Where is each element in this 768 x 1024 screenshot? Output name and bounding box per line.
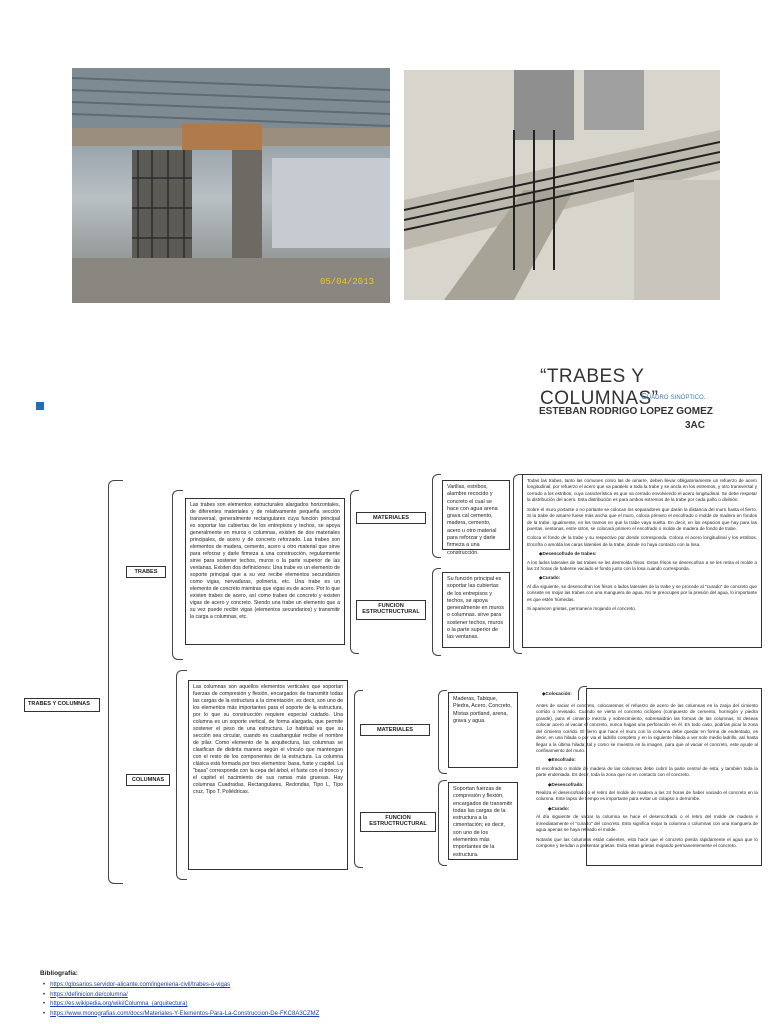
columnas-materiales-label: MATERIALES	[360, 724, 430, 736]
trabes-bullet-curado: ◆ Curado:	[539, 575, 757, 581]
bibliography-link[interactable]: • https://es.wikipedia.org/wiki/Columna_(arquitectura)	[52, 1000, 319, 1010]
columnas-sub-brace	[354, 690, 363, 868]
photo-rebar-beam	[404, 70, 720, 300]
bibliography-list	[52, 981, 319, 1019]
bibliography-link[interactable]: • https://glosarios.servidor-alicante.com/ingenieria-civil/trabes-o-vigas	[52, 981, 319, 991]
date-stamp: 05/04/2013	[319, 277, 374, 287]
trabes-label: TRABES	[126, 566, 166, 578]
document-subtitle: Cuadro sinóptico.	[641, 392, 706, 401]
columnas-funcion-brace	[438, 780, 447, 866]
trabes-bullet-desencofrado: ◆ Desencofrado de trabes:	[539, 551, 757, 557]
columnas-brace	[176, 670, 187, 880]
columnas-proceso-p3: Realiza el desencofrado o el retiro del molde de madera a las 24 horas de haber vaciado el concreto en la columna. Este lapso de tiempo es importante para evitar un colapso o derrumbe.	[536, 790, 758, 802]
trabes-proceso-p3: Coloca el fondo de la trabe y su respectivo por donde corresponda. Coloca el acero longitudinal y los estribos. Encofra o amolda las caras laterales de la trabe, donde no haya contacto con la losa.	[527, 535, 757, 547]
bibliography-title: Bibliografía:	[40, 970, 78, 977]
columnas-funcion-text: Soportan fuerzas de compresión y flexión, encargados de transmitir todas las cargas de la estructura a la cimentación; es decir, son uno de los elementos más importantes de la estructura.	[448, 782, 518, 860]
photo-steel-columns	[72, 68, 390, 303]
columnas-bullet-encofrado: ◆ Encofrado:	[548, 757, 758, 763]
columnas-definition: Las columnas son aquellos elementos verticales que soportan fuerzas de compresión y flexión, encargados de transmitir todas las cargas de la estructura a la cimentación; es decir, son uno de los elementos más importantes para el soporte de la estructura, por lo que su construcción requiere especial cuidado. Una columna es un soporte vertical, de forma alargada, que permite sostener el peso de una estructura. Lo habitual es que su sección sea circular, cuando es cuadrangular recibe el nombre de pilar. Como elemento de la arquitectura, las columnas se clasifican de distinta manera según el vínculo que mantengan con el resto de los componentes de la estructura. La columna clásica está formada por tres elementos: basa, fuste y capitel. La "basa" corresponde con la cepa del árbol, el fuste con el tronco y el capitel el nacimiento de sus ramas más gruesas. Hay columnas Cuadradas, Rectangulares, Redondas, Tipo L, Tipo cruz, Tipo T, Poliédricas.	[188, 680, 348, 870]
columnas-proceso-p5: Notarás que las columnas están calientes, esto hace que el concreto pierda rápidamente el agua que lo compone y tiendan a presentar grietas. Evita estas grietas mojando permanentemente el concreto.	[536, 836, 758, 849]
bibliography-link[interactable]: • https://definicion.de/columna/	[52, 991, 319, 1001]
trabes-proceso-p5: Al día siguiente, se desencofran los frisos o lados laterales de la trabe y se procede al "curado" de concreto que consiste en mojar las trabes con una manguera de agua. No te preocupes por la presión del agua, lo importante es que estén húmedas.	[527, 583, 757, 602]
trabes-definition: Las trabes son elementos estructurales alargados horizontales, de diferentes materiales y de relativamente pequeña sección transversal, generalmente rectangulares cuya función principal es soportar las cubiertas de los entrepisos y techos, se apoya generalmente en muros o columnas, existen de dos materiales principales, de acero y de concreto reforzado. Las trabes son elementos de madera, cemento, acero u otro material que sirve para reforzar y darle firmeza a una construcción, regularmente sirve para sostener techos, muros o la parte superior de las ventanas. Existen dos definiciones: Una trabe es un elemento de soporte principal que a su vez recibe elementos secundarios como vigas, nervaduras, polinería, etc. Una trabe es un elemento de concreto mientras que vigas es de acero. Por lo que existen trabes de acero, así como trabes de concreto y existen vigas de acero y concreto. Siendo una trabe un elemento que a su vez puede recibir vigas (elementos secundarios) y transmitir la carga a columnas, etc.	[185, 498, 345, 645]
rebar-illustration	[404, 70, 720, 300]
trabes-proceso-p4: A los lados laterales de las trabes se les desmolda frisos. Estos frisos se desencofran a se les retira el molde a las 24 horas de haberse vaciado el fondo junto con la losa cuando corresponda.	[527, 559, 757, 572]
trabes-proceso-brace	[513, 474, 522, 654]
trabes-proceso-p6: Si aparecen grietas, permanece mojando el concreto.	[527, 606, 637, 612]
trabes-funcion-label: FUNCION ESTRUCTRUCTURAL	[356, 600, 426, 620]
author-name: ESTEBAN RODRIGO LOPEZ GOMEZ	[539, 406, 713, 417]
trabes-materiales-brace	[432, 474, 441, 558]
accent-square	[36, 402, 44, 410]
columnas-label: COLUMNAS	[126, 774, 170, 786]
trabes-brace	[172, 490, 183, 660]
trabes-materiales-text: Varillas, estribos, alambre recocido y concreto el cual se hace con agua arena grava cal cemento, madera, cemento, acero u otro material para reforzar y darle firmeza a una construcción.	[442, 480, 510, 550]
trabes-proceso-p2: Sobre el muro portante o no portante se colocan los separadores que darán la distancia del muro hasta el fierro. Si la trabe de amarre fuese más ancha que el muro, coloca primero el encofrado o molde de madera en fondos de la trabe. Igualmente, en los tramos en que la trabe vaya suelta. En decir, en los espacios que hay para las puertas, ventanas, entre otros, se colocará primero el encofrado o molde de madera de fondo de trabe.	[527, 506, 757, 531]
root-brace	[108, 480, 123, 884]
steel-structure-illustration	[72, 68, 390, 303]
columnas-proceso-frame	[586, 688, 762, 866]
columnas-bullet-desencofrado: ◆ Desencofrado:	[548, 782, 758, 788]
columnas-proceso-p4: Al día siguiente de vaciar la columna se hace el desencofrado o el retiro del molde de madera e inmediatamente el "curado" del concreto. Esto significa mojar la columna o columnas con una manguera de agua apenas se haya retirado el molde.	[536, 814, 758, 833]
trabes-materiales-label: MATERIALES	[356, 512, 426, 524]
root-label: TRABES Y COLUMNAS	[24, 698, 100, 712]
columnas-materiales-brace	[438, 690, 447, 774]
columnas-materiales-text: Maderas, Tabique, Piedra, Acero, Concreto, Mixtas portland, arena, grava y agua.	[448, 692, 518, 768]
columnas-proceso-p2: El encofrado o molde de madera de las columnas debe cubrir la parte central de esta, y también toda la parte endentada. Es decir, toda la zona que no en contacto con el concreto.	[536, 765, 758, 778]
trabes-proceso-text	[522, 474, 762, 648]
columnas-funcion-label: FUNCION ESTRUCTRUCTURAL	[360, 812, 436, 832]
columnas-proceso-p1: Antes de vaciar el concreto, colocaremos el refuerzo de acero de las columnas en la zanja del cimiento corrido o revisado. Cuando se vierta el concreto ciclópeo (compuesto de cemento, hormigón y piedra grande), para el cimiento mezcla y sobrecimiento, sobresaldrán las formas de las columnas. Si deseas colocar acero al vaciar el concreto, nunca hagas una perforación en él. En todo caso, podrías picar la zona del cimiento corrido. El fierro que hace el muro con la columna debe quedar en forma de endentado, es decir, en una hilada o por via el ladrillo completo y en la siguiente hilada a ver solo medio ladrillo, así hasta llegar a la última hilada; tal y como se muestra en la imagen, para que al vaciar el concreto, este ayude al confinamiento del muro.	[536, 703, 758, 753]
columnas-bullet-curado: ◆ Curado:	[548, 806, 758, 812]
group-label: 3AC	[685, 420, 706, 431]
columnas-bullet-colocacion: ◆ Colocación:	[542, 691, 690, 697]
trabes-funcion-brace	[432, 568, 441, 656]
trabes-funcion-text: Su función principal es soportar las cubiertas de los entrepisos y techos, se apoya generalmente en muros o columnas. sirve para sostener techos, muros o la parte superior de las ventanas.	[442, 572, 510, 648]
document-title: “TRABES Y COLUMNAS”	[540, 366, 659, 409]
bibliography-link[interactable]: • https://www.monografias.com/docs/Materiales-Y-Elementos-Para-La-Construccion-De-FKC8A3CZMZ	[52, 1010, 319, 1020]
trabes-proceso-p1: Todas las trabes, tanto las comunes como las de amarre, deben llevar obligatoriamente un refuerzo de acero longitudinal, por refuerzo el acero que va paralelo a toda la trabe y se ancla en los extremos, y otro transversal y cerrado a los estribos, cuya característica es que va cerrado envolviendo el acero longitudinal. Se debe respetar la distribución del acero. Esta distribución es para ambos extremos de la trabe por cada paño o división.	[527, 478, 757, 503]
